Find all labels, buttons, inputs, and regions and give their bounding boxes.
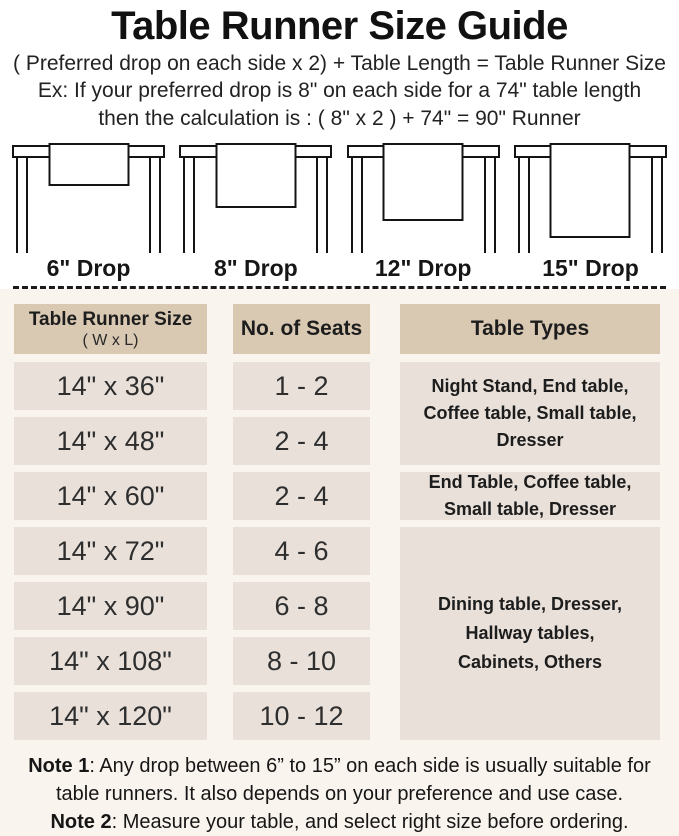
drop-label-6: 6" Drop <box>46 255 131 281</box>
column-runner-size <box>14 304 207 740</box>
seats-header: No. of Seats <box>233 304 370 354</box>
table-leg-shape <box>16 157 28 253</box>
runner-size-header-line1: Table Runner Size <box>28 308 193 330</box>
drop-label-12: 12" Drop <box>374 255 472 281</box>
table-leg-shape <box>183 157 195 253</box>
size-cell: 14" x 48" <box>14 417 207 465</box>
table-leg-shape <box>484 157 496 253</box>
size-cell: 14" x 90" <box>14 582 207 630</box>
table-diagram-15in-drop <box>514 143 667 253</box>
table-types-header: Table Types <box>400 304 660 354</box>
footer-notes <box>0 752 679 836</box>
size-guide-table <box>0 289 679 752</box>
guide-header <box>0 0 679 133</box>
note-2 <box>4 808 675 836</box>
runner-shape <box>550 143 631 238</box>
size-cell: 14" x 36" <box>14 362 207 410</box>
size-cell: 14" x 60" <box>14 472 207 520</box>
note-1 <box>4 752 675 808</box>
seats-cell: 6 - 8 <box>233 582 370 630</box>
size-cell: 14" x 120" <box>14 692 207 740</box>
runner-shape <box>215 143 296 208</box>
table-diagram-8in-drop <box>179 143 332 253</box>
table-types-cell: End Table, Coffee table, Small table, Dresser <box>400 472 660 520</box>
table-diagram-12in-drop <box>347 143 500 253</box>
page-title: Table Runner Size Guide <box>111 4 568 48</box>
note-2-label: Note 2 <box>50 811 112 833</box>
example-line-1: Ex: If your preferred drop is 8" on each side for a 74" table length <box>37 79 642 102</box>
table-types-cell: Night Stand, End table, Coffee table, Small table, Dresser <box>400 362 660 465</box>
table-diagram-6in-drop <box>12 143 165 253</box>
runner-shape <box>48 143 129 186</box>
column-table-types <box>400 304 660 740</box>
drop-diagrams <box>0 143 679 253</box>
table-types-cell: Dining table, Dresser, Hallway tables, Cabinets, Others <box>400 527 660 740</box>
seats-cell: 10 - 12 <box>233 692 370 740</box>
table-leg-shape <box>651 157 663 253</box>
seats-cell: 4 - 6 <box>233 527 370 575</box>
example-line-2: then the calculation is : ( 8" x 2 ) + 74" = 90" Runner <box>98 107 581 130</box>
table-leg-shape <box>316 157 328 253</box>
seats-cell: 2 - 4 <box>233 417 370 465</box>
seats-cell: 1 - 2 <box>233 362 370 410</box>
table-leg-shape <box>149 157 161 253</box>
column-seats <box>233 304 370 740</box>
table-leg-shape <box>518 157 530 253</box>
note-1-label: Note 1 <box>28 755 90 777</box>
size-cell: 14" x 108" <box>14 637 207 685</box>
drop-label-15: 15" Drop <box>542 255 639 281</box>
note-1-text: : Any drop between 6” to 15” on each side is usually suitable for table runners. It also depends on your preference and use case. <box>55 755 651 805</box>
drop-label-8: 8" Drop <box>213 255 298 281</box>
runner-size-header <box>14 304 207 354</box>
runner-shape <box>383 143 464 221</box>
seats-cell: 2 - 4 <box>233 472 370 520</box>
drop-labels <box>0 255 679 282</box>
table-leg-shape <box>351 157 363 253</box>
size-cell: 14" x 72" <box>14 527 207 575</box>
seats-cell: 8 - 10 <box>233 637 370 685</box>
formula-text: ( Preferred drop on each side x 2) + Table Length = Table Runner Size <box>13 52 666 75</box>
runner-size-header-line2: ( W x L) <box>82 331 139 349</box>
note-2-text: : Measure your table, and select right size before ordering. <box>111 811 629 833</box>
